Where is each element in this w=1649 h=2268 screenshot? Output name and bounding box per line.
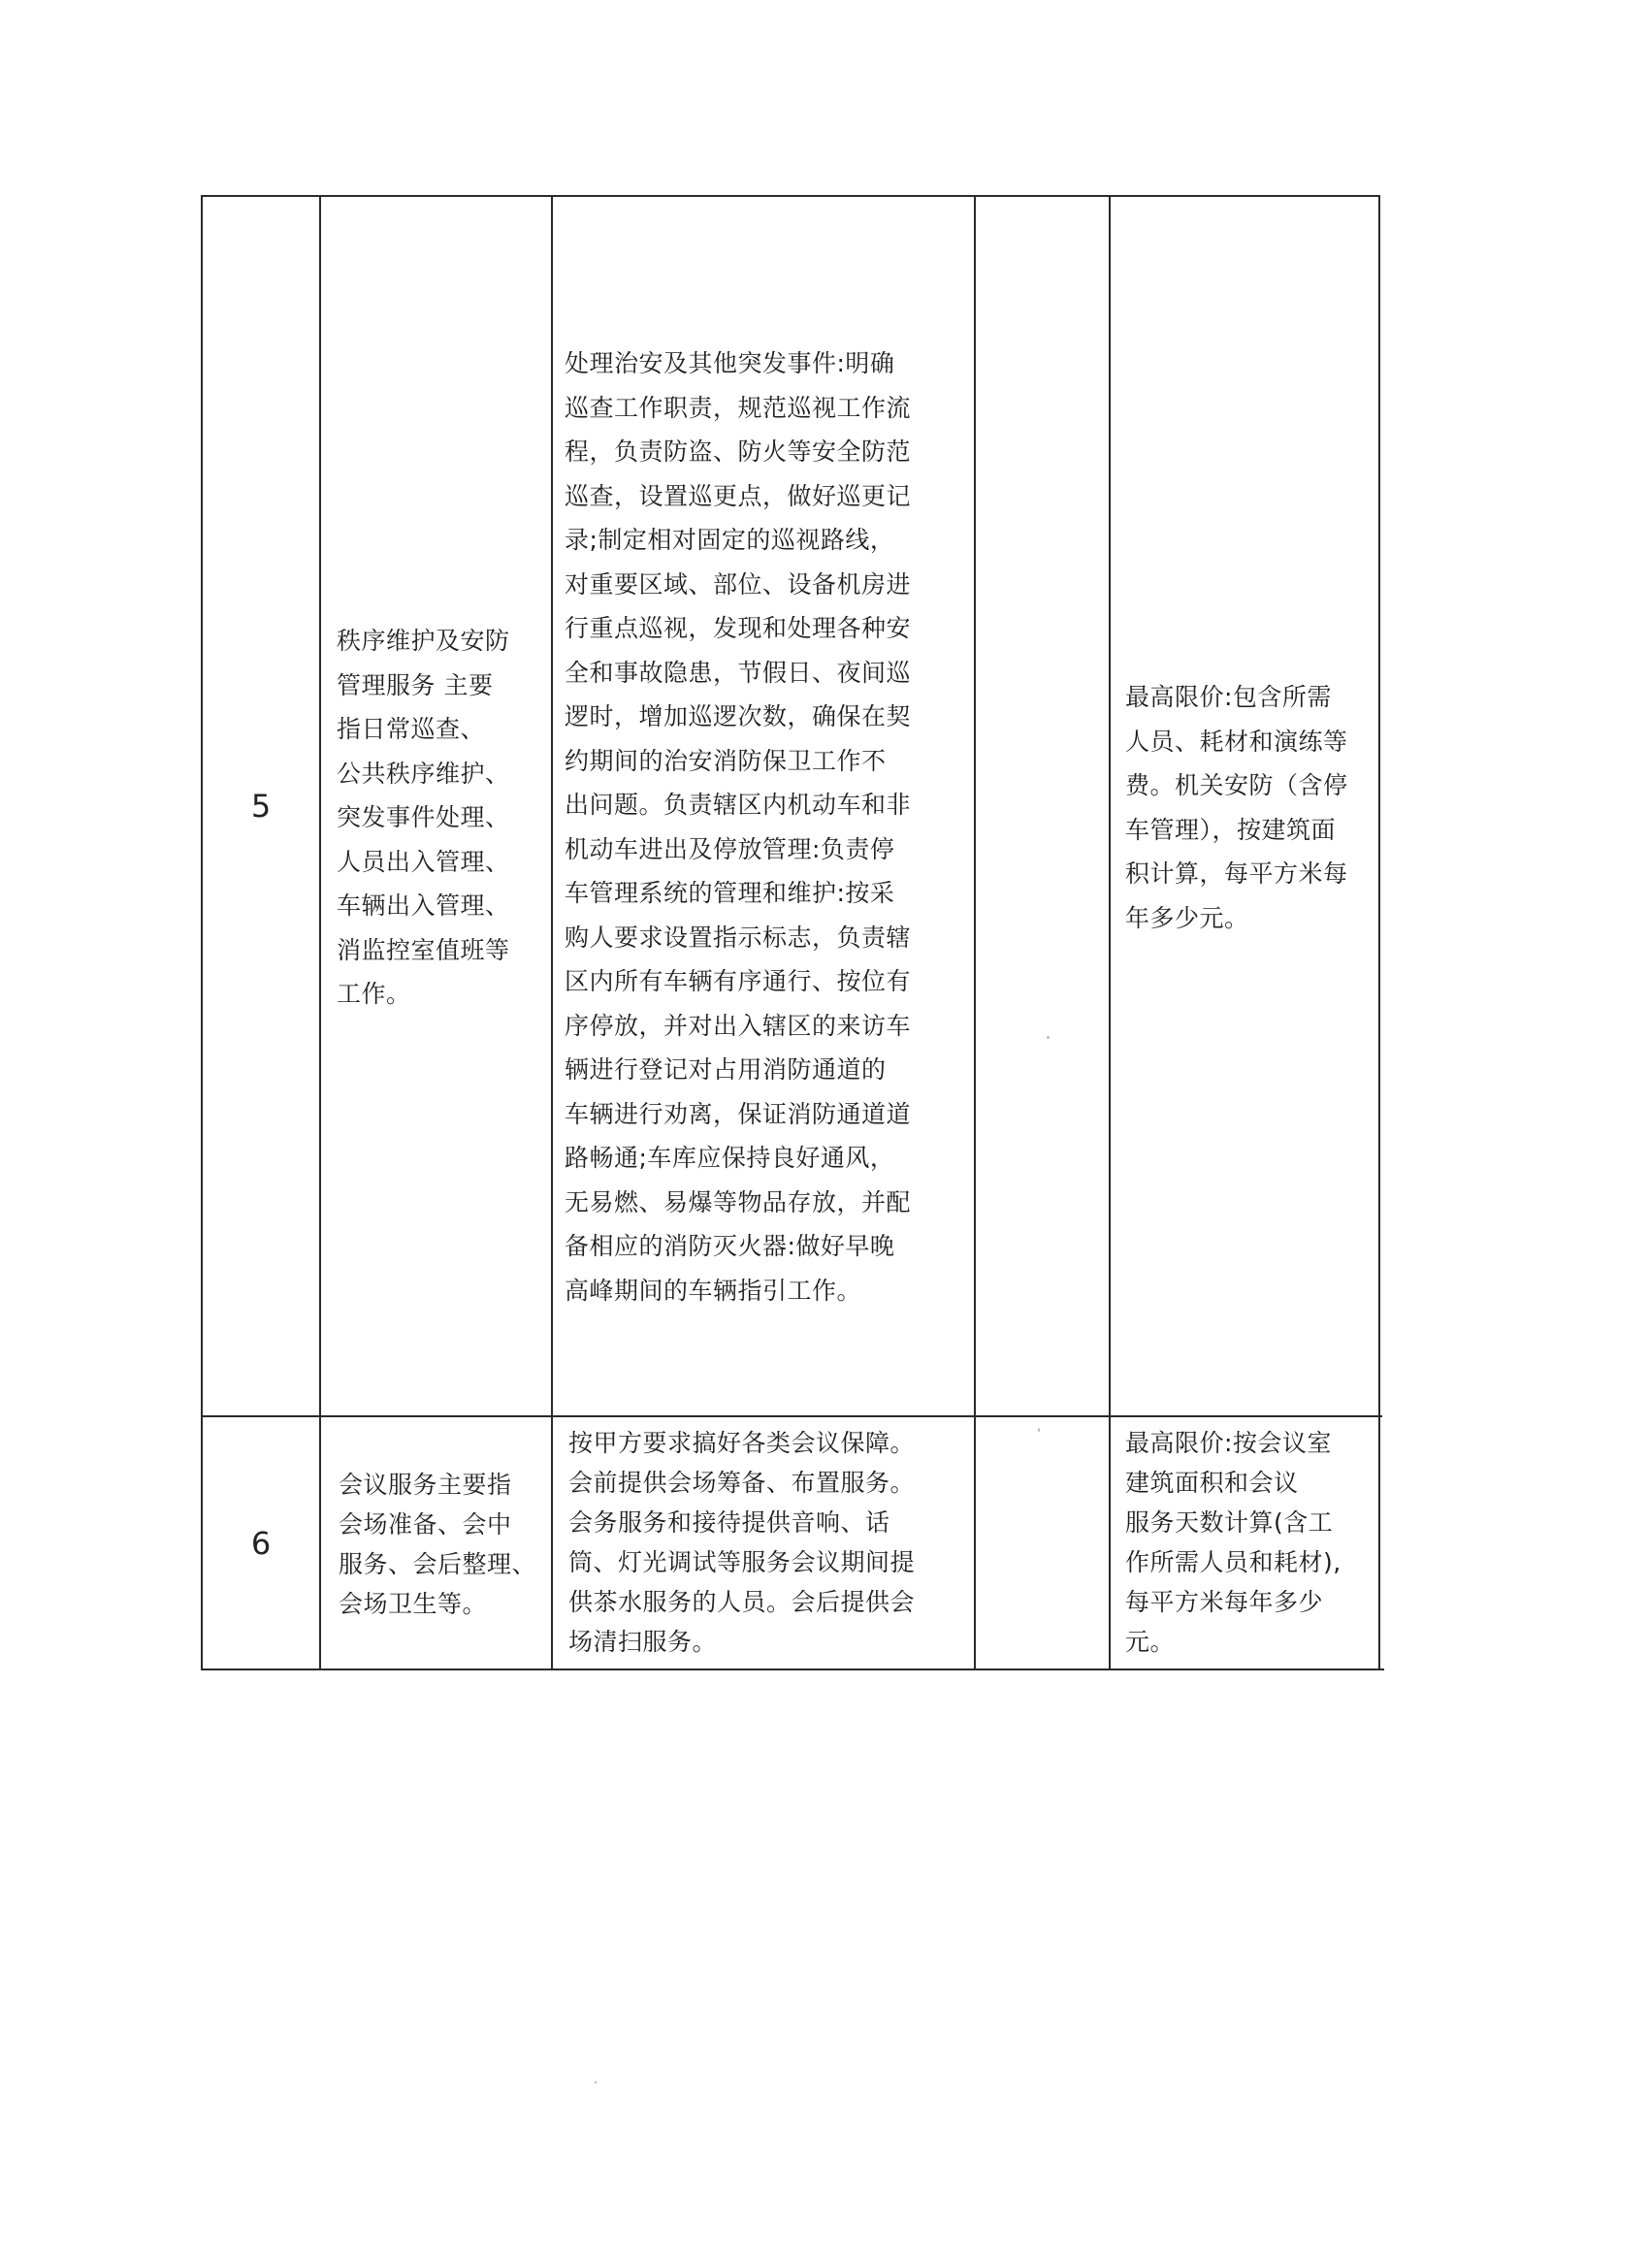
row-number: 6: [250, 1524, 272, 1562]
row-number: 5: [250, 788, 272, 825]
service-requirements-cell: 按甲方要求搞好各类会议保障。 会前提供会场筹备、布置服务。 会务服务和接待提供音响、话 筒、灯光调试等服务会议期间提 供茶水服务的人员。会后提供会 场清扫服务。: [568, 1429, 916, 1656]
table-border-bottom: [203, 1669, 1384, 1670]
price-cell: 最高限价:按会议室 建筑面积和会议 服务天数计算(含工 作所需人员和耗材), 每平方米每年多少 元。: [1125, 1429, 1342, 1656]
price-cell: 最高限价:包含所需 人员、耗材和演练等 费。机关安防（含停 车管理），按建筑面 积计算，每平方米每 年多少元。: [1125, 683, 1348, 932]
scan-speck: [595, 2081, 597, 2084]
service-name-cell: 秩序维护及安防 管理服务 主要 指日常巡查、 公共秩序维护、 突发事件处理、 人员出入管理、 车辆出入管理、 消监控室值班等 工作。: [337, 627, 510, 1008]
row-divider: [201, 1415, 1382, 1417]
column-divider-2: [551, 195, 553, 1670]
table-border-top: [201, 195, 1378, 197]
service-requirements-cell: 处理治安及其他突发事件:明确 巡查工作职责，规范巡视工作流 程，负责防盗、防火等安全防范 巡查，设置巡更点，做好巡更记 录;制定相对固定的巡视路线， 对重要区域、部位、设备机房进 行重点巡视，发现和处理各种安 全和事故隐患，节假日、夜间巡 逻时，增加巡逻次数，确保在契 约期间的治安消防保卫工作不 出问题。负责辖区内机动车和非 机动车进出及停放管理:负责停 车管理系统的管理和维护:按采 购人要求设置指示标志，负责辖 区内所有车辆有序通行、按位有 序停放，并对出入辖区的来访车 辆进行登记对占用消防通道的 车辆进行劝离，保证消防通道道 路畅通;车库应保持良好通风， 无易燃、易爆等物品存放，并配 备相应的消防灭火器:做好早晚 高峰期间的车辆指引工作。: [565, 349, 912, 1305]
service-name-cell: 会议服务主要指 会场准备、会中 服务、会后整理、 会场卫生等。: [339, 1471, 537, 1618]
column-divider-1: [319, 195, 321, 1670]
blank-cell: [976, 1417, 1109, 1669]
column-divider-4: [1109, 195, 1111, 1670]
scan-speck: [1038, 1428, 1040, 1432]
blank-cell: [976, 197, 1109, 1415]
scan-speck: [1047, 1036, 1050, 1039]
